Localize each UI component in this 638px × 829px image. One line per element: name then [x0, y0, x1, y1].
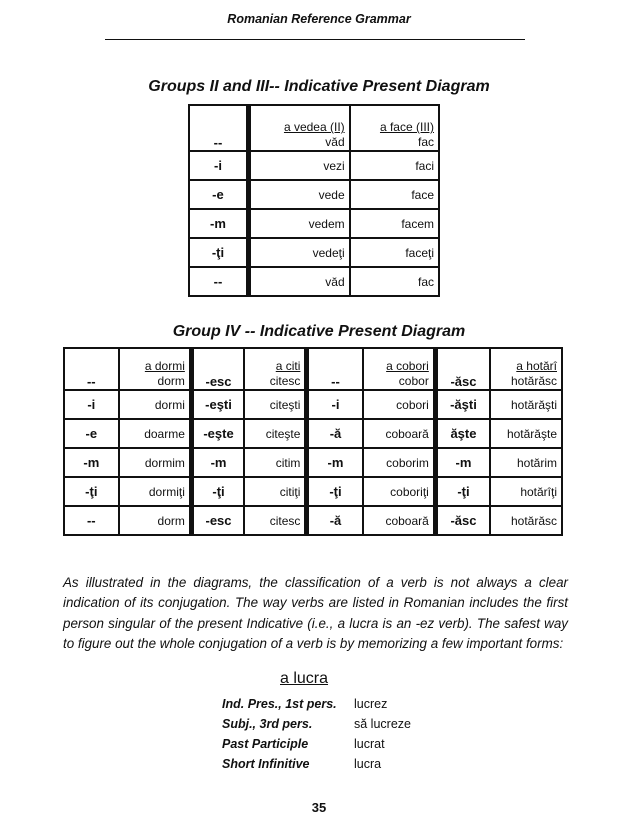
table-row: [189, 267, 439, 296]
verb-form: coboriţi: [363, 477, 436, 506]
suffix-cell: -ţi: [189, 238, 248, 267]
verb-infinitive: a face (III): [379, 120, 434, 134]
suffix-cell: -ţi: [64, 477, 119, 506]
verb-form: coborim: [363, 448, 436, 477]
explanation-paragraph: As illustrated in the diagrams, the classification of a verb is not always a clear indication of its conjugation. The way verbs are listed in Romanian includes the first person singular of the present Indicative (i.e., a lucra is an -ez verb). The safest way to figure out the whole conjugation of a verb is by memorizing a few important forms:: [63, 575, 568, 652]
table-row: [189, 180, 439, 209]
table-row: [64, 448, 562, 477]
table-row: [64, 419, 562, 448]
suffix-cell: -ţi: [307, 477, 363, 506]
suffix-cell: -i: [64, 390, 119, 419]
verb-form: dorm: [119, 506, 192, 535]
suffix-cell: -m: [435, 448, 490, 477]
form-value: lucrat: [354, 737, 385, 751]
running-header: Romanian Reference Grammar: [227, 12, 411, 26]
suffix-cell: -esc: [191, 348, 244, 390]
table-row: [189, 105, 439, 151]
form-value: lucrez: [354, 697, 388, 711]
form-value: lucra: [354, 757, 382, 771]
form-label: Subj., 3rd pers.: [222, 717, 313, 731]
verb-header-cell: [350, 105, 439, 151]
table-row: [64, 477, 562, 506]
verb-form: hotărăsc: [510, 374, 557, 388]
verb-form: dormi: [119, 390, 192, 419]
verb-form: fac: [350, 267, 439, 296]
verb-infinitive: a vedea (II): [283, 120, 345, 134]
verb-form: dorm: [157, 374, 185, 388]
suffix-cell: -m: [191, 448, 244, 477]
verb-form: vede: [248, 180, 349, 209]
verb-header-cell: [119, 348, 192, 390]
verb-form: faceţi: [350, 238, 439, 267]
form-label: Short Infinitive: [222, 757, 310, 771]
table-row: [189, 209, 439, 238]
verb-infinitive: a citi: [275, 359, 301, 373]
suffix-cell: -eşti: [191, 390, 244, 419]
verb-form: hotărăşti: [490, 390, 562, 419]
verb-form: văd: [248, 267, 349, 296]
verb-form: faci: [350, 151, 439, 180]
list-item: [222, 754, 411, 774]
suffix-cell: -e: [189, 180, 248, 209]
verb-form: cobor: [398, 374, 429, 388]
suffix-cell: -e: [64, 419, 119, 448]
verb-infinitive: a dormi: [144, 359, 185, 373]
suffix-cell: --: [64, 348, 119, 390]
table2-title: Group IV -- Indicative Present Diagram: [172, 323, 466, 340]
verb-form: dormiţi: [119, 477, 192, 506]
verb-form: hotărăşte: [490, 419, 562, 448]
suffix-cell: -ăsc: [435, 506, 490, 535]
suffix-cell: ăşte: [435, 419, 490, 448]
verb-header-cell: [490, 348, 562, 390]
page-number: 35: [311, 800, 327, 815]
verb-forms-list: [222, 694, 411, 774]
verb-form: văd: [325, 135, 345, 149]
suffix-cell: --: [189, 105, 248, 151]
suffix-cell: -m: [307, 448, 363, 477]
list-item: [222, 694, 411, 714]
verb-form: coboară: [363, 506, 436, 535]
verb-form: face: [350, 180, 439, 209]
verb-form: citesc: [244, 506, 307, 535]
verb-form: citeşte: [244, 419, 307, 448]
table-row: [64, 506, 562, 535]
verb-form: hotărim: [490, 448, 562, 477]
verb-form: citiţi: [244, 477, 307, 506]
table-row: [64, 390, 562, 419]
verb-form: vezi: [248, 151, 349, 180]
table-row: [189, 151, 439, 180]
suffix-cell: -i: [189, 151, 248, 180]
verb-form: citesc: [269, 374, 301, 388]
table-row: [64, 348, 562, 390]
table-row: [189, 238, 439, 267]
suffix-cell: -ă: [307, 506, 363, 535]
suffix-cell: -ăsc: [435, 348, 490, 390]
suffix-cell: -m: [189, 209, 248, 238]
suffix-cell: -ă: [307, 419, 363, 448]
verb-header-cell: [244, 348, 307, 390]
list-item: [222, 734, 411, 754]
verb-form: citeşti: [244, 390, 307, 419]
verb-form: dormim: [119, 448, 192, 477]
example-verb-title: a lucra: [280, 670, 329, 687]
table1-title: Groups II and III-- Indicative Present Diagram: [148, 78, 490, 95]
verb-infinitive: a cobori: [386, 359, 429, 373]
verb-infinitive: a hotărî: [516, 359, 557, 373]
suffix-cell: -m: [64, 448, 119, 477]
suffix-cell: -eşte: [191, 419, 244, 448]
suffix-cell: -esc: [191, 506, 244, 535]
verb-form: hotărăsc: [490, 506, 562, 535]
form-label: Ind. Pres., 1st pers.: [222, 697, 337, 711]
form-value: să lucreze: [354, 717, 411, 731]
verb-header-cell: [248, 105, 349, 151]
verb-form: facem: [350, 209, 439, 238]
suffix-cell: --: [189, 267, 248, 296]
verb-form: vedem: [248, 209, 349, 238]
suffix-cell: -ăşti: [435, 390, 490, 419]
verb-form: cobori: [363, 390, 436, 419]
verb-form: vedeţi: [248, 238, 349, 267]
verb-form: hotărîţi: [490, 477, 562, 506]
header-rule: [105, 39, 525, 40]
suffix-cell: -ţi: [191, 477, 244, 506]
verb-form: fac: [417, 135, 434, 149]
verb-form: doarme: [119, 419, 192, 448]
groups-2-3-table: [188, 104, 440, 297]
form-label: Past Participle: [222, 737, 309, 751]
group-4-table: [63, 347, 563, 536]
suffix-cell: -ţi: [435, 477, 490, 506]
verb-form: coboară: [363, 419, 436, 448]
verb-header-cell: [363, 348, 436, 390]
list-item: [222, 714, 411, 734]
suffix-cell: --: [307, 348, 363, 390]
verb-form: citim: [244, 448, 307, 477]
suffix-cell: -i: [307, 390, 363, 419]
suffix-cell: --: [64, 506, 119, 535]
